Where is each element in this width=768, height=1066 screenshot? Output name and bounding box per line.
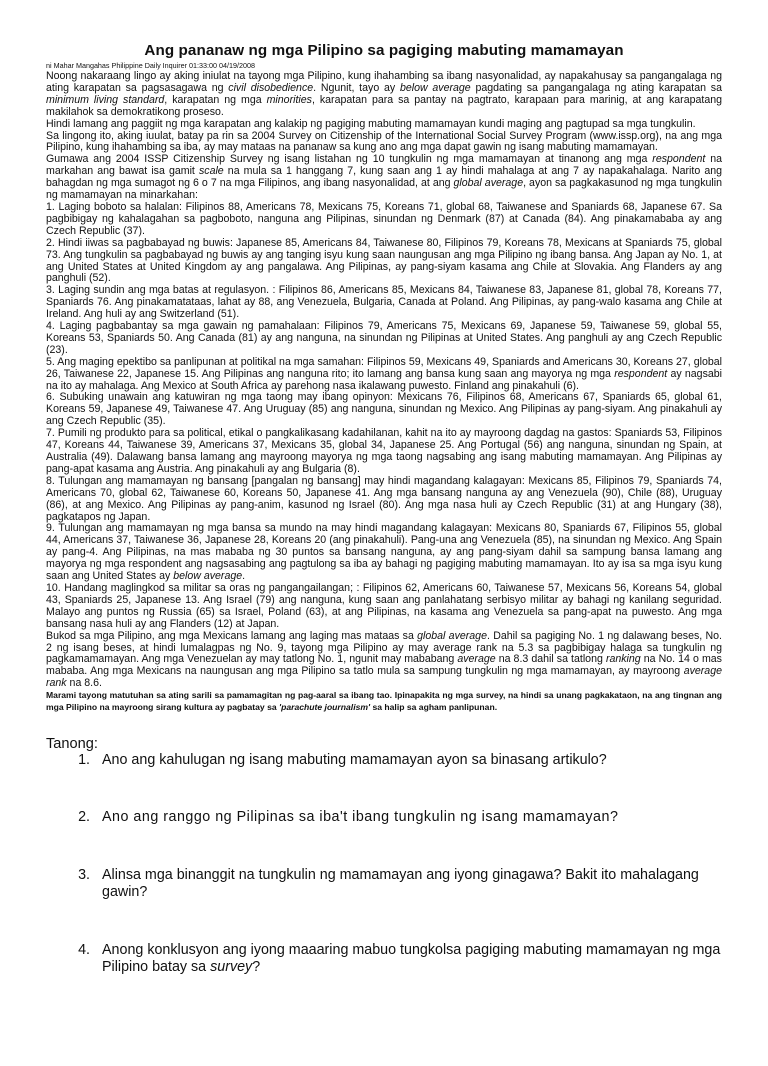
italic-term: average rank [46,665,722,690]
list-item-duty-8: 8. Tulungan ang mamamayan ng bansang [pangalan ng bansang] may hindi magandang kalagayan: Mexicans 85, Filipinos 79, Spaniards 74, Americans 70, global 62, Taiwanese 60, Koreans 50, Japanese 41. Ang mga bansang nanguna ay ang Venezuela (90), Chile (88), Uruguay (86), at ang Mexico. Ang Pilipinas ay pang-anim, kasunod ng Israel (80). Ang mga nasa huli ay Czech Republic (31) at ang Hungary (38), pagkatapos ng Japan. [46,474,722,523]
italic-term: minimum living standard [46,93,165,106]
italic-term: survey [210,959,253,976]
article-body [46,71,722,714]
question-item [66,942,722,977]
question-number: 3. [78,866,90,883]
article-title: Ang pananaw ng mga Pilipino sa pagiging mabuting mamamayan [144,42,624,59]
paragraph-duties: Hindi lamang ang paggiit ng mga karapatan ang kalakip ng pagiging mabuting mamamayan kundi maging ang pagtupad sa mga tungkulin. [46,117,696,130]
paragraph-conclusion: Bukod sa mga Pilipino, ang mga Mexicans lamang ang laging mas mataas sa global average. Dahil sa pagiging No. 1 ng dalawang beses, No. 2 ng isang beses, at hindi lumalagpas ng No. 9, tayong mga Pilipino ay may average rank na 5.3 sa pagbibigay halaga sa tungkulin ng pagkamamamayan. Ang mga Venezuelan ay may tatlong No. 1, ngunit may mababang average na 8.3 dahil sa tatlong ranking na No. 14 o mas mababa. Ang mga Mexicans na naungusan ang mga Pilipino sa tatlo mula sa sampung tungkulin ng mga mamamayan, ay mayroong average rank na 8.6. [46,629,722,690]
question-text: Anong konklusyon ang iyong maaaring mabuo tungkolsa pagiging mabuting mamamayan ng mga Pilipino batay sa survey? [102,941,721,976]
question-number: 1. [78,751,90,768]
italic-term: respondent [614,367,668,380]
italic-term: ranking [605,653,641,666]
italic-term: respondent [652,153,706,166]
question-item [66,752,722,770]
italic-term: average [457,653,496,666]
question-item [66,867,722,902]
paragraph-footnote: Marami tayong matutuhan sa ating sarili sa pamamagitan ng pag-aaral sa ibang tao. Ipinapakita ng mga survey, na hindi sa unang pagkakataon, na ang tingnan ang mga Pilipino na mayroong sirang kultura ay pagbatay sa 'parachute journalism' sa halip sa agham panlipunan. [46,690,722,712]
italic-term: global average [417,629,487,642]
list-item-duty-9: 9. Tulungan ang mamamayan ng mga bansa sa mundo na may hindi magandang kalagayan: Mexicans 80, Spaniards 67, Filipinos 55, global 44, Americans 37, Taiwanese 36, Japanese 28, Koreans 20 (ang pinakahuli). Pang-una ang Venezuela (85), na sinundan ng Mexico. Ang Spain ay pang-4. Ang Pilipinas, na mas mababa ng 30 puntos sa bansang nanguna, ay ang pang-siyam dahil sa sampung bansa lamang ang mayorya ng mga respondent ang nagsasabing ang pagtulong sa iba ay bahagi ng pagiging mabuting mamamayan. Ito ay isa sa mga isyu kung saan ang United States ay below average. [46,522,722,583]
paragraph-method: Gumawa ang 2004 ISSP Citizenship Survey ng isang listahan ng 10 tungkulin ng mga mamamayan at tinanong ang mga respondent na markahan ang bawat isa gamit scale na mula sa 1 hanggang 7, kung saan ang 1 ay hindi mahalaga at ang 7 ay napakahalaga. Narito ang bahagdan ng mga sumagot ng 6 o 7 na mga Filipinos, ang ibang nasyonalidad, at ang global average, ayon sa pagkakasunod ng mga tungkulin ng mamamayan na minarkahan: [46,153,722,202]
question-text: Ano ang kahulugan ng isang mabuting mamamayan ayon sa binasang artikulo? [102,751,607,768]
list-item-duty-7: 7. Pumili ng produkto para sa political, etikal o pangkalikasang kadahilanan, kahit na ito ay mayroong dagdag na gastos: Spaniards 53, Filipinos 47, Koreans 44, Taiwanese 39, Americans 37, Mexicans 35, global 34, Japanese 25. Ang Portugal (56) ang nanguna, sinundan ng Spain, at Australia (49). Dalawang bansa lamang ang mayroong mayorya ng mga taong nagsabing ang isang mabuting mamamayan. Ang Pilipinas ay pang-apat kasama ang Austria. Ang pinakahuli ay ang Bulgaria (8). [46,427,722,475]
questions-heading: Tanong: [46,735,98,752]
italic-term: below average [399,81,471,94]
list-item-duty-5: 5. Ang maging epektibo sa panlipunan at politikal na mga samahan: Filipinos 59, Mexicans 49, Spaniards and Americans 30, Koreans 27, global 26, Taiwanese 22, Japanese 15. Ang Pilipinas ang nanguna rito; ito lamang ang bansa kung saan ang mayorya ng mga respondent ay nagsabi na ito ay mahalaga. Ang Mexico at South Africa ay parehong nasa ikalawang puwesto. Finland ang pinakahuli (6). [46,355,722,392]
question-number: 4. [78,941,90,958]
italic-term: 'parachute journalism' [279,701,371,712]
list-item-duty-6: 6. Subuking unawain ang katuwiran ng mga taong may ibang opinyon: Mexicans 76, Filipinos 68, Americans 67, Spaniards 65, global 61, Koreans 59, Japanese 49, Taiwanese 47. Ang Uruguay (85) ang nanguna, sinundan ng Mexico. Ang Pilipinas ay pang-siyam. Ang pinakahuli ay ang Czech Republic (35). [46,391,722,428]
paragraph-intro: Noong nakaraang lingo ay aking iniulat na tayong mga Pilipino, kung ihahambing sa ibang nasyonalidad, ay napakahusay sa pangangalaga ng ating karapatan sa pagsasagawa ng civil disobedience. Ngunit, tayo ay below average pagdating sa pangangalaga ng ating karapatan sa minimum living standard, karapatan ng mga minorities, karapatan para sa pantay na pagtrato, karapaan para marinig, at ang karapatang makilahok sa demokratikong proseso. [46,70,722,118]
list-item-duty-4: 4. Laging pagbabantay sa mga gawain ng pamahalaan: Filipinos 79, Americans 75, Mexicans 69, Japanese 59, Taiwanese 59, global 55, Koreans 53, Spaniards 50. Ang Canada (81) ay ang nanguna, na sinundan ng Pilipinas at United States. Ang panghuli ay ang Czech Republic (23). [46,320,722,356]
questions-section [46,736,722,977]
paragraph-survey: Sa lingong ito, aking iuulat, batay pa rin sa 2004 Survey on Citizenship of the International Social Survey Program (www.issp.org), na ang mga Pilipino, kung ihahambing sa iba, ay may mataas na pananaw sa kung ano ang mga dapat gawin ng isang mabuting mamamayan. [46,129,722,154]
list-item-duty-1: 1. Laging boboto sa halalan: Filipinos 88, Americans 78, Mexicans 75, Koreans 71, global 68, Taiwanese and Spaniards 68, Japanese 67. Sa pagbibigay ng kahalagahan sa pagboboto, nanguna ang Pilipinas, sinundan ng Denmark (87) at Canada (84). Ang pinakamababa ay ang Czech Republic (37). [46,200,722,237]
question-text: Alinsa mga binanggit na tungkulin ng mamamayan ang iyong ginagawa? Bakit ito mahalagang gawin? [102,866,699,901]
italic-term: civil disobedience [228,81,314,94]
italic-term: minorities [266,93,312,106]
list-item-duty-10: 10. Handang maglingkod sa militar sa oras ng pangangailangan; : Filipinos 62, Americans 60, Taiwanese 57, Mexicans 56, Koreans 54, global 43, Spaniards 25, Japanese 13. Ang Israel (79) ang nanguna, kung saan ang panlahatang serbisyo militar ay bahagi ng kanilang seguridad. Malayo ang puntos ng Russia (65) sa Israel, Poland (63), at ang Pilipinas, na kasama ang Venezuela sa pang-apat na puwesto. Ang mga bansang nasa huli ay ang Flanders (12) at Japan. [46,581,722,630]
document-page [0,42,768,1066]
question-number: 2. [78,809,90,826]
article-byline: ni Mahar Mangahas Philippine Daily Inquirer 01:33:00 04/19/2008 [46,61,255,70]
question-item [66,809,722,827]
list-item-duty-3: 3. Laging sundin ang mga batas at regulasyon. : Filipinos 86, Americans 85, Mexicans 84, Taiwanese 83, Japanese 81, global 78, Koreans 77, Spaniards 76. Ang pinakamatataas, lahat ay 88, ang Venezuela, Bulgaria, Canada at Poland. Ang Pilipinas, ay pang-walo kasama ang Chile at Ireland. Ang huli ay ang Switzerland (51). [46,284,722,321]
list-item-duty-2: 2. Hindi iiwas sa pagbabayad ng buwis: Japanese 85, Americans 84, Taiwanese 80, Filipinos 79, Koreans 78, Mexicans at Spaniards 75, global 73. Ang tungkulin sa pagbabayad ng buwis ay ang tanging isyu kung saan naungusan ang mga Pilipino ng ibang bansa. Ang Japan ay No. 1, at ang United States at United Kingdom ay ang pangalawa. Ang Pilipinas, ay pang-siyam kasama ang Chile at Slovakia. Ang Flanders ay ang panghuli (52). [46,236,722,285]
question-text: Ano ang ranggo ng Pilipinas sa iba't ibang tungkulin ng isang mamamayan? [102,809,619,826]
italic-term: scale [198,165,224,178]
italic-term: global average [453,177,524,190]
italic-term: below average [173,570,243,583]
